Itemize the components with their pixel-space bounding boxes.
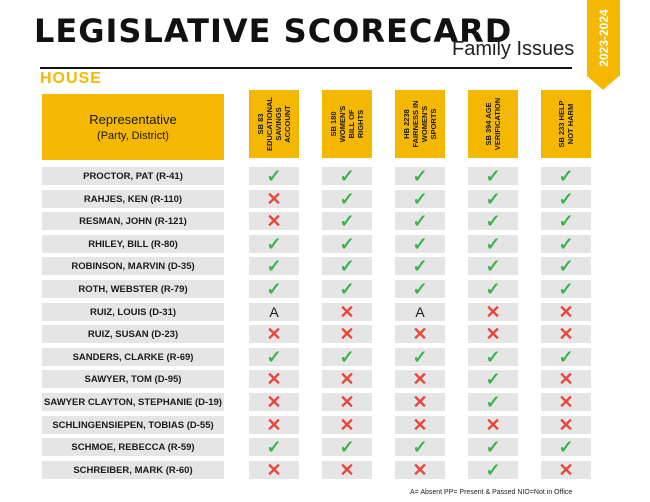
vote-cell: [249, 348, 299, 366]
vote-cell: [322, 438, 372, 456]
bill-header-label: HB 2238 FAIRNESS IN WOMEN'S SPORTS: [402, 100, 438, 148]
check-icon: ✓: [412, 211, 428, 231]
check-icon: ✓: [339, 189, 355, 209]
representative-name: ROTH, WEBSTER (R-79): [42, 280, 224, 298]
check-icon: ✓: [558, 279, 574, 299]
vote-cell: [249, 438, 299, 456]
vote-cell: [395, 190, 445, 208]
scorecard-title: LEGISLATIVE SCORECARD: [34, 12, 513, 50]
check-icon: ✓: [485, 279, 501, 299]
vote-cell: [322, 461, 372, 479]
check-icon: ✓: [485, 437, 501, 457]
representative-name: RUIZ, SUSAN (D-23): [42, 325, 224, 343]
vote-cell: [322, 370, 372, 388]
bill-header-1: [249, 90, 299, 158]
check-icon: ✓: [412, 279, 428, 299]
vote-cell: [468, 438, 518, 456]
check-icon: ✓: [412, 437, 428, 457]
check-icon: ✓: [266, 347, 282, 367]
check-icon: ✓: [339, 279, 355, 299]
check-icon: ✓: [558, 189, 574, 209]
vote-cell: [249, 167, 299, 185]
cross-icon: ✕: [558, 392, 574, 412]
vote-cell: [395, 303, 445, 321]
vote-cell: [322, 235, 372, 253]
representative-name: SANDERS, CLARKE (R-69): [42, 348, 224, 366]
vote-cell: [395, 348, 445, 366]
cross-icon: ✕: [339, 369, 355, 389]
cross-icon: ✕: [339, 302, 355, 322]
check-icon: ✓: [558, 211, 574, 231]
vote-cell: [468, 167, 518, 185]
check-icon: ✓: [412, 234, 428, 254]
bill-header-5: [541, 90, 591, 158]
vote-cell: [541, 325, 591, 343]
vote-cell: [322, 416, 372, 434]
vote-cell: [395, 438, 445, 456]
check-icon: ✓: [266, 437, 282, 457]
check-icon: ✓: [412, 256, 428, 276]
cross-icon: ✕: [339, 392, 355, 412]
cross-icon: ✕: [266, 324, 282, 344]
vote-cell: [541, 303, 591, 321]
vote-cell: [395, 370, 445, 388]
bill-header-3: [395, 90, 445, 158]
check-icon: ✓: [339, 234, 355, 254]
check-icon: ✓: [266, 166, 282, 186]
vote-cell: [541, 257, 591, 275]
vote-cell: [322, 348, 372, 366]
vote-cell: [249, 235, 299, 253]
scorecard-subtitle: Family Issues: [452, 38, 575, 60]
vote-cell: [322, 303, 372, 321]
vote-cell: [322, 212, 372, 230]
vote-cell: [322, 393, 372, 411]
vote-cell: [541, 212, 591, 230]
cross-icon: ✕: [558, 369, 574, 389]
cross-icon: ✕: [266, 189, 282, 209]
check-icon: ✓: [485, 234, 501, 254]
year-label: 2023-2024: [597, 9, 611, 67]
check-icon: ✓: [339, 256, 355, 276]
check-icon: ✓: [339, 347, 355, 367]
cross-icon: ✕: [558, 415, 574, 435]
check-icon: ✓: [558, 234, 574, 254]
vote-cell: [395, 235, 445, 253]
representative-name: RUIZ, LOUIS (D-31): [42, 303, 224, 321]
cross-icon: ✕: [266, 392, 282, 412]
vote-cell: [322, 280, 372, 298]
representative-name: SAWYER CLAYTON, STEPHANIE (D-19): [42, 393, 224, 411]
check-icon: ✓: [558, 437, 574, 457]
vote-cell: [322, 190, 372, 208]
cross-icon: ✕: [412, 460, 428, 480]
vote-cell: [249, 257, 299, 275]
vote-cell: [468, 190, 518, 208]
cross-icon: ✕: [266, 415, 282, 435]
check-icon: ✓: [485, 347, 501, 367]
vote-cell: [249, 416, 299, 434]
representative-name: SCHMOE, REBECCA (R-59): [42, 438, 224, 456]
bill-header-label: SB 394 AGE VERIFICATION: [484, 97, 502, 151]
vote-cell: [468, 416, 518, 434]
cross-icon: ✕: [558, 302, 574, 322]
vote-cell: [249, 190, 299, 208]
cross-icon: ✕: [266, 211, 282, 231]
check-icon: ✓: [485, 189, 501, 209]
representative-name: RAHJES, KEN (R-110): [42, 190, 224, 208]
vote-cell: [468, 348, 518, 366]
check-icon: ✓: [485, 211, 501, 231]
vote-cell: [249, 212, 299, 230]
check-icon: ✓: [485, 166, 501, 186]
check-icon: ✓: [485, 256, 501, 276]
vote-cell: [395, 393, 445, 411]
title-divider: [40, 67, 572, 69]
representative-header: [42, 94, 224, 160]
year-ribbon-tip: [587, 76, 619, 90]
cross-icon: ✕: [266, 460, 282, 480]
vote-cell: [322, 167, 372, 185]
vote-cell: [541, 190, 591, 208]
representative-name: SCHLINGENSIEPEN, TOBIAS (D-55): [42, 416, 224, 434]
vote-cell: [468, 212, 518, 230]
vote-cell: [541, 167, 591, 185]
vote-cell: [468, 461, 518, 479]
check-icon: ✓: [412, 189, 428, 209]
check-icon: ✓: [339, 437, 355, 457]
vote-cell: [541, 280, 591, 298]
vote-cell: [322, 257, 372, 275]
vote-cell: [249, 280, 299, 298]
representative-name: RESMAN, JOHN (R-121): [42, 212, 224, 230]
vote-cell: [541, 461, 591, 479]
vote-cell: [468, 325, 518, 343]
vote-cell: [395, 280, 445, 298]
check-icon: ✓: [558, 166, 574, 186]
representative-name: SAWYER, TOM (D-95): [42, 370, 224, 388]
vote-cell: [468, 393, 518, 411]
cross-icon: ✕: [558, 460, 574, 480]
vote-cell: [541, 348, 591, 366]
vote-cell: [468, 280, 518, 298]
vote-cell: [395, 461, 445, 479]
check-icon: ✓: [412, 347, 428, 367]
check-icon: ✓: [412, 166, 428, 186]
cross-icon: ✕: [412, 324, 428, 344]
vote-cell: [249, 303, 299, 321]
vote-cell: [541, 438, 591, 456]
vote-cell: [395, 416, 445, 434]
cross-icon: ✕: [485, 415, 501, 435]
check-icon: ✓: [485, 369, 501, 389]
check-icon: ✓: [266, 256, 282, 276]
section-label: HOUSE: [40, 70, 102, 87]
vote-cell: [541, 235, 591, 253]
check-icon: ✓: [339, 211, 355, 231]
check-icon: ✓: [485, 392, 501, 412]
cross-icon: ✕: [485, 324, 501, 344]
bill-header-label: SB 233 HELP NOT HARM: [557, 100, 575, 148]
check-icon: ✓: [485, 460, 501, 480]
representative-name: ROBINSON, MARVIN (D-35): [42, 257, 224, 275]
check-icon: ✓: [558, 347, 574, 367]
bill-header-label: SB 83 EDUCATIONAL SAVINGS ACCOUNT: [256, 96, 292, 152]
cross-icon: ✕: [339, 460, 355, 480]
representative-name: SCHREIBER, MARK (R-60): [42, 461, 224, 479]
vote-cell: [249, 370, 299, 388]
absent-mark: A: [269, 304, 279, 320]
cross-icon: ✕: [558, 324, 574, 344]
vote-cell: [541, 370, 591, 388]
vote-cell: [395, 167, 445, 185]
bill-header-2: [322, 90, 372, 158]
vote-cell: [249, 393, 299, 411]
representative-header-sub: (Party, District): [97, 130, 169, 142]
check-icon: ✓: [266, 234, 282, 254]
check-icon: ✓: [558, 256, 574, 276]
vote-cell: [322, 325, 372, 343]
representative-name: PROCTOR, PAT (R-41): [42, 167, 224, 185]
vote-cell: [468, 370, 518, 388]
vote-cell: [468, 235, 518, 253]
check-icon: ✓: [266, 279, 282, 299]
vote-cell: [395, 212, 445, 230]
cross-icon: ✕: [412, 415, 428, 435]
bill-header-4: [468, 90, 518, 158]
representative-name: RHILEY, BILL (R-80): [42, 235, 224, 253]
check-icon: ✓: [339, 166, 355, 186]
vote-cell: [541, 393, 591, 411]
bill-header-label: SB 180 WOMEN'S BILL OF RIGHTS: [329, 105, 365, 143]
legend: A= Absent PP= Present & Passed NIO=Not in Office: [410, 489, 573, 496]
cross-icon: ✕: [339, 415, 355, 435]
vote-cell: [468, 257, 518, 275]
vote-cell: [541, 416, 591, 434]
vote-cell: [249, 325, 299, 343]
representative-header-title: Representative: [89, 112, 177, 127]
cross-icon: ✕: [412, 392, 428, 412]
cross-icon: ✕: [339, 324, 355, 344]
vote-cell: [468, 303, 518, 321]
cross-icon: ✕: [266, 369, 282, 389]
vote-cell: [249, 461, 299, 479]
cross-icon: ✕: [412, 369, 428, 389]
vote-cell: [395, 325, 445, 343]
vote-cell: [395, 257, 445, 275]
cross-icon: ✕: [485, 302, 501, 322]
absent-mark: A: [415, 304, 425, 320]
